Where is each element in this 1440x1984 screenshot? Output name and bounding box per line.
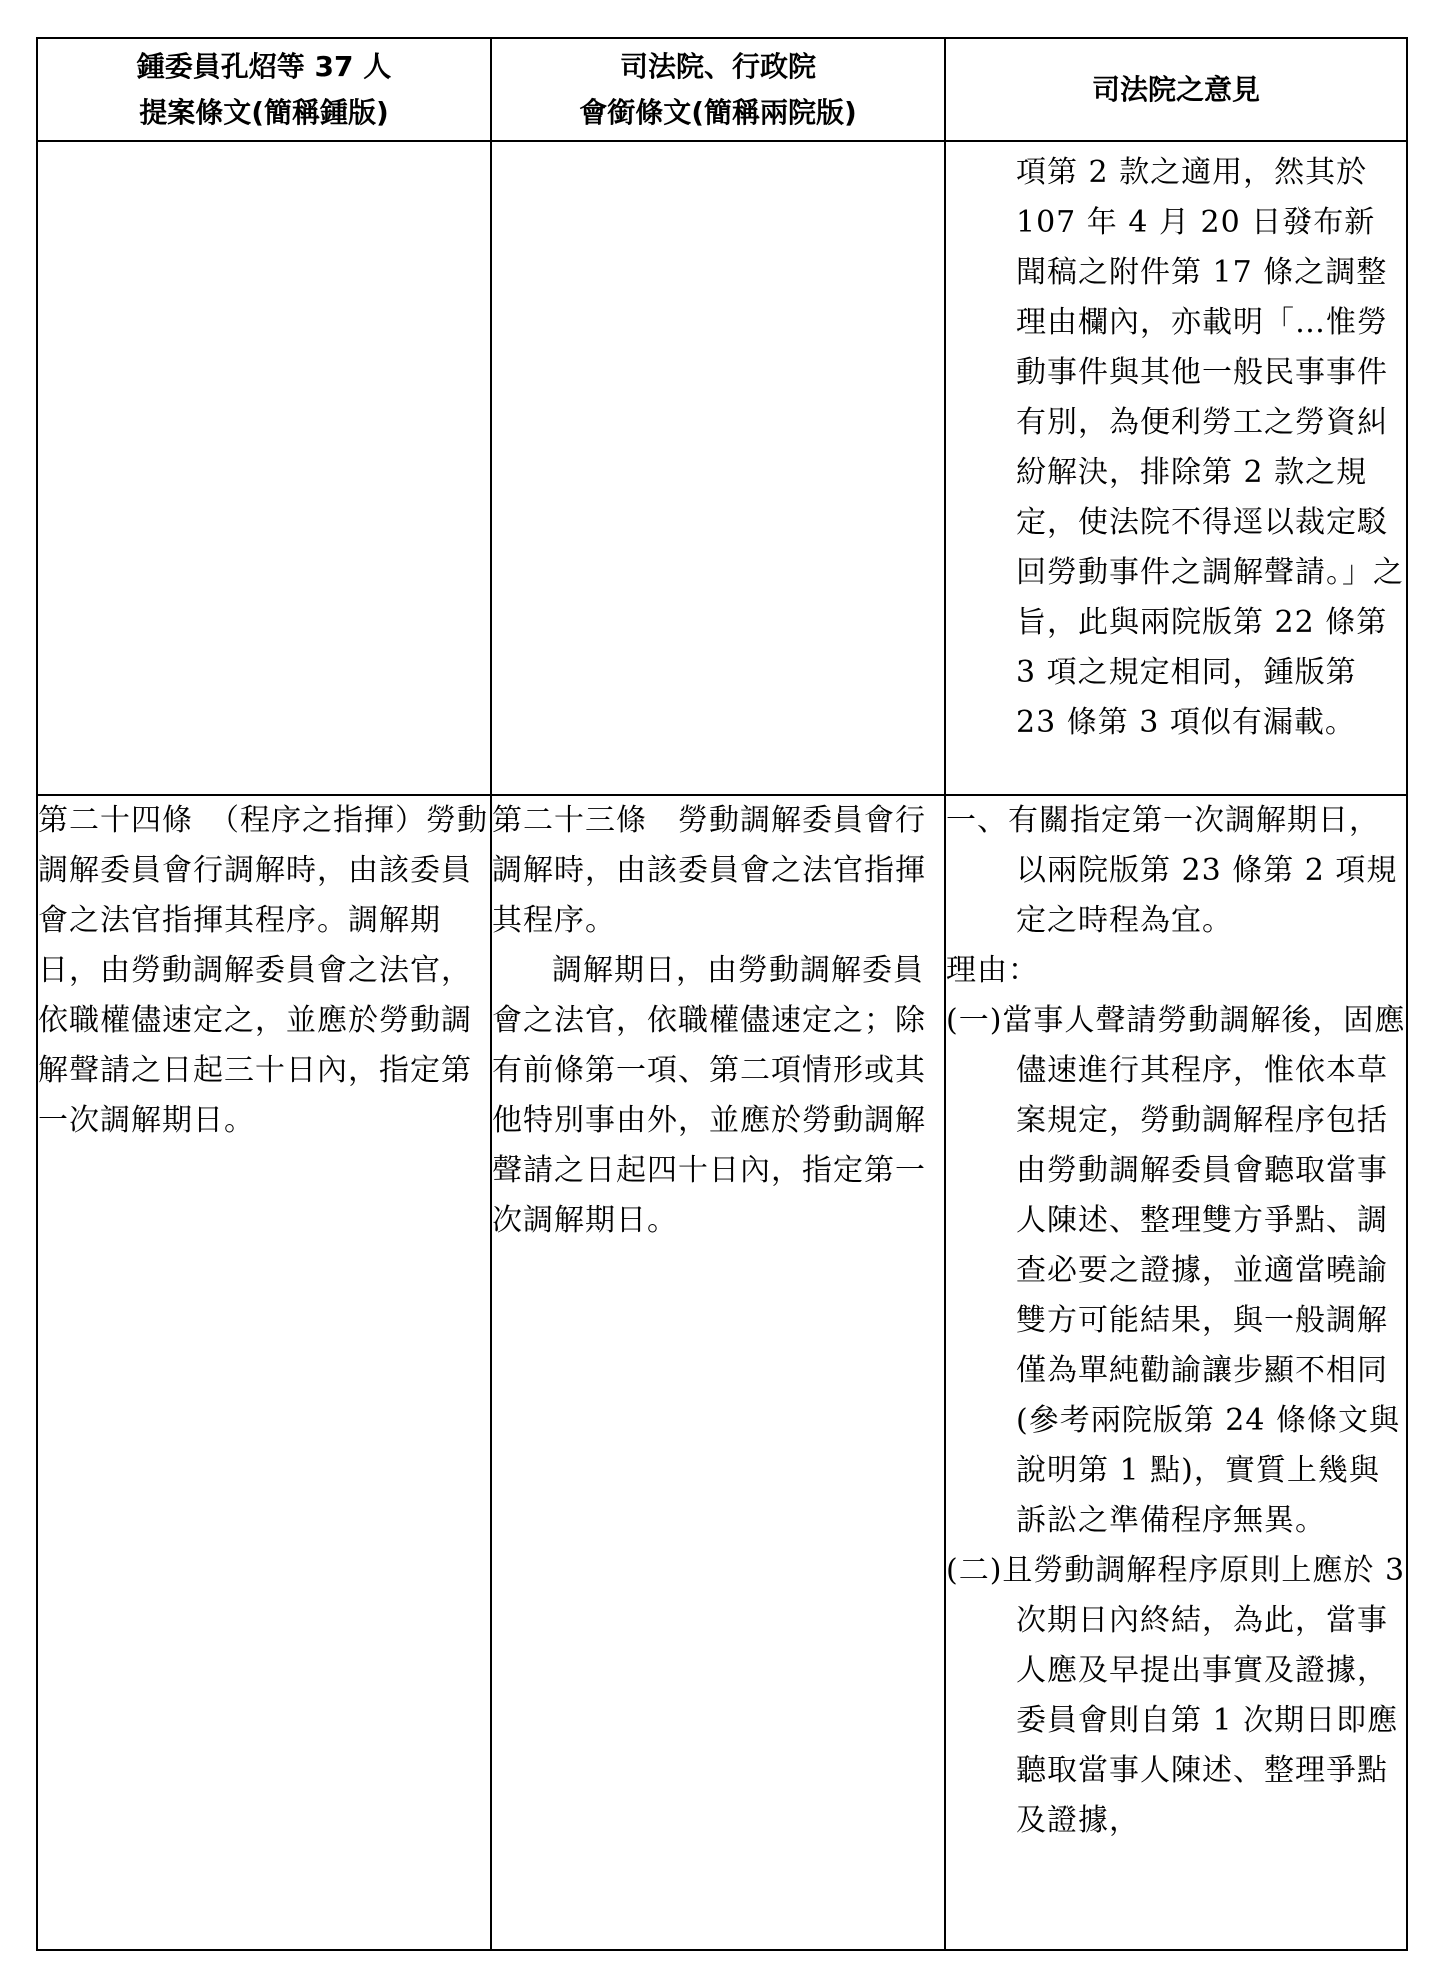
- header-col2-line2: 會銜條文(簡稱兩院版): [579, 95, 857, 129]
- row2-col1: [37, 795, 491, 1950]
- header-row: [37, 38, 1407, 141]
- row1-col3-text: 項第 2 款之適用，然其於 107 年 4 月 20 日發布新聞稿之附件第 17 條之調整理由欄內，亦載明「…惟勞動事件與其他一般民事事件有別，為便利勞工之勞資糾紛解決，排除第 2 款之規定，使法院不得逕以裁定駁回勞動事件之調解聲請。」之旨，此與兩院版第 22 條第 3 項之規定相同，鍾版第 23 條第 3 項似有漏載。: [1016, 155, 1404, 740]
- row2-col3-sub1: (一)當事人聲請勞動調解後，固應儘速進行其程序，惟依本草案規定，勞動調解程序包括由勞動調解委員會聽取當事人陳述、整理雙方爭點、調查必要之證據，並適當曉諭雙方可能結果，與一般調解僅為單純勸諭讓步顯不相同(參考兩院版第 24 條條文與說明第 1 點)，實質上幾與訴訟之準備程序無異。: [946, 1003, 1406, 1538]
- row2-col2-para2: 調解期日，由勞動調解委員會之法官，依職權儘速定之；除有前條第一項、第二項情形或其他特別事由外，並應於勞動調解聲請之日起四十日內，指定第一次調解期日。: [492, 953, 926, 1238]
- header-col1-line1: 鍾委員孔炤等 37 人: [136, 49, 392, 83]
- row2-col1-text: 第二十四條 （程序之指揮）勞動調解委員會行調解時，由該委員會之法官指揮其程序。調解期日，由勞動調解委員會之法官，依職權儘速定之，並應於勞動調解聲請之日起三十日內，指定第一次調解期日。: [38, 803, 488, 1138]
- row2-col2-para1: 第二十三條 勞動調解委員會行調解時，由該委員會之法官指揮其程序。: [492, 803, 926, 938]
- header-col2-line1: 司法院、行政院: [619, 49, 816, 83]
- row2-col3-item1: 一、有關指定第一次調解期日，以兩院版第 23 條第 2 項規定之時程為宜。: [946, 803, 1398, 938]
- row2-col3-reason-label: 理由：: [946, 953, 1039, 988]
- header-col3-text: 司法院之意見: [1091, 72, 1260, 106]
- header-col1-line2: 提案條文(簡稱鍾版): [139, 95, 389, 129]
- row2-col3-sub2: (二)且勞動調解程序原則上應於 3 次期日內終結，為此，當事人應及早提出事實及證據，委員會則自第 1 次期日即應聽取當事人陳述、整理爭點及證據，: [946, 1553, 1406, 1838]
- header-col1: [37, 38, 491, 141]
- row2-col3: [945, 795, 1407, 1950]
- comparison-table: [36, 37, 1408, 1951]
- row2-col2: [491, 795, 945, 1950]
- row1-col1: [37, 141, 491, 795]
- table-row: [37, 141, 1407, 795]
- row1-col2: [491, 141, 945, 795]
- header-col3: [945, 38, 1407, 141]
- table-row: [37, 795, 1407, 1950]
- row1-col3: [945, 141, 1407, 795]
- header-col2: [491, 38, 945, 141]
